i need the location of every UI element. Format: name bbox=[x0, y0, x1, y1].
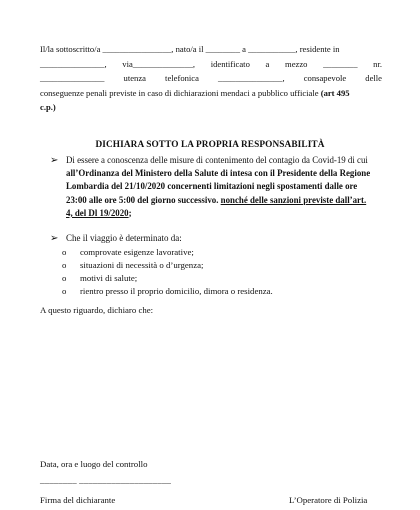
declarant-line-5 bbox=[40, 100, 382, 115]
awareness-line-4 bbox=[66, 194, 386, 207]
awareness-paragraph bbox=[66, 154, 386, 220]
option-marker-icon: o bbox=[62, 247, 67, 257]
option-urgency-label: situazioni di necessità o d’urgenza; bbox=[80, 260, 204, 270]
option-marker-icon: o bbox=[62, 273, 67, 283]
option-health-label: motivi di salute; bbox=[80, 273, 138, 283]
control-date-label: Data, ora e luogo del controllo bbox=[40, 459, 148, 469]
law-reference-end: c.p.) bbox=[40, 102, 56, 113]
sanctions-reference-end: 4, del Dl 19/2020 bbox=[66, 207, 129, 218]
awareness-line-3 bbox=[66, 180, 386, 193]
declarant-paragraph bbox=[40, 42, 382, 115]
awareness-line-2 bbox=[66, 167, 386, 180]
option-work bbox=[62, 246, 194, 259]
option-health bbox=[62, 272, 138, 285]
bullet-arrow-icon: ➢ bbox=[50, 155, 59, 166]
police-officer-label: L’Operatore di Polizia bbox=[289, 495, 368, 505]
page-title: DICHIARA SOTTO LA PROPRIA RESPONSABILITÀ bbox=[95, 140, 325, 150]
sanctions-reference-start: nonché delle sanzioni previste dall’art. bbox=[220, 194, 367, 205]
declarant-line-3: _______________ utenza telefonica _______________, consapevole delle bbox=[40, 73, 382, 84]
declarant-line-4 bbox=[40, 86, 382, 101]
date-time-place-field[interactable]: ________ ____________________ bbox=[40, 475, 172, 485]
option-return-home-label: rientro presso il proprio domicilio, dimora o residenza. bbox=[80, 286, 273, 296]
awareness-line-2-text: all’Ordinanza del Ministero della Salute di intesa con il Presidente della Regione bbox=[66, 168, 371, 179]
declarant-line-2: _______________, via______________, identificato a mezzo ________ nr. bbox=[40, 58, 382, 69]
awareness-line-5 bbox=[66, 207, 386, 220]
curfew-hours: 23:00 alle ore 5:00 del giorno successivo. bbox=[66, 194, 221, 205]
law-reference-start: (art 495 bbox=[320, 87, 350, 98]
travel-reason-intro: Che il viaggio è determinato da: bbox=[66, 233, 182, 243]
declarant-line-1: Il/la sottoscritto/a ________________, nato/a il ________ a ___________, residente in bbox=[40, 44, 340, 54]
sanctions-reference-tail: ; bbox=[128, 207, 132, 218]
option-urgency bbox=[62, 259, 204, 272]
option-return-home bbox=[62, 285, 273, 298]
option-work-label: comprovate esigenze lavorative; bbox=[80, 247, 194, 257]
statement-text: A questo riguardo, dichiaro che: bbox=[40, 305, 154, 315]
option-marker-icon: o bbox=[62, 260, 67, 270]
option-marker-icon: o bbox=[62, 286, 67, 296]
awareness-line-3-text: Lombardia del 21/10/2020 concernenti limitazioni negli spostamenti dalle ore bbox=[66, 181, 358, 192]
declarant-signature-label: Firma del dichiarante bbox=[40, 495, 116, 505]
declarant-line-4-text: conseguenze penali previste in caso di dichiarazioni mendaci a pubblico ufficiale bbox=[40, 87, 321, 98]
awareness-line-1: Di essere a conoscenza delle misure di contenimento del contagio da Covid-19 di cui bbox=[66, 155, 368, 165]
bullet-arrow-icon: ➢ bbox=[50, 233, 59, 244]
